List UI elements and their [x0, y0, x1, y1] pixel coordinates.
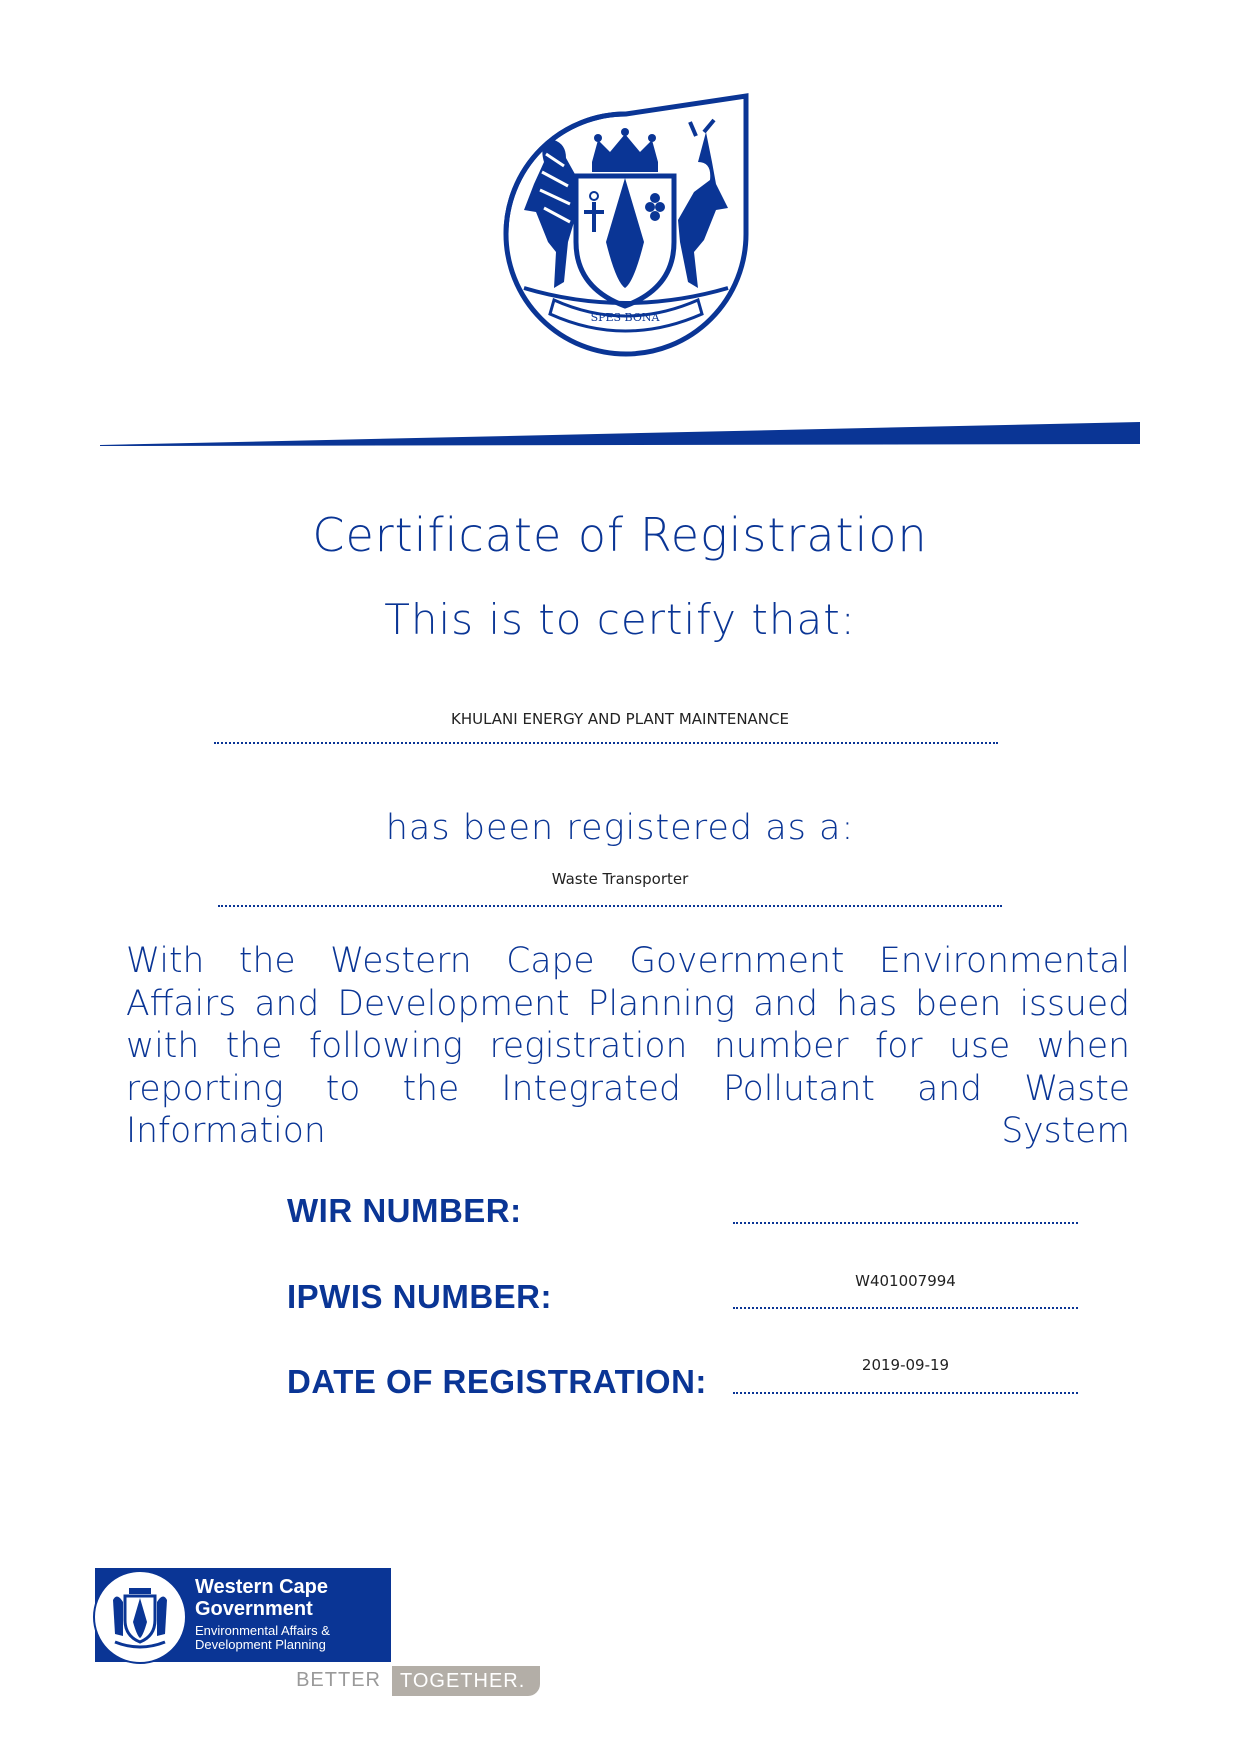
- header-divider-wedge: [100, 418, 1140, 448]
- western-cape-government-logo: [95, 1568, 545, 1694]
- ipwis-number-value: W401007994: [855, 1272, 956, 1290]
- certificate-title: Certificate of Registration: [312, 508, 928, 562]
- registration-type-dotted-line: [218, 905, 1002, 907]
- company-name-dotted-line: [214, 742, 998, 744]
- logo-government-name: Western Cape Government: [195, 1576, 329, 1620]
- logo-crest-icon: [93, 1570, 187, 1664]
- ipwis-number-dotted-line: [733, 1307, 1078, 1309]
- date-of-registration-label: DATE OF REGISTRATION:: [287, 1363, 707, 1400]
- certificate-statement: With the Western Cape Government Environmental Affairs and Development Planning and has been issued with the following registration number for use when reporting to the Integrated Pollutant and Waste Information System: [126, 941, 1130, 1151]
- coat-of-arms-seal: [484, 92, 768, 376]
- seal-motto: SPES BONA: [590, 311, 660, 324]
- registration-type-value: Waste Transporter: [551, 870, 689, 888]
- registered-as-label: has been registered as a:: [385, 808, 855, 848]
- date-of-registration-dotted-line: [733, 1392, 1078, 1394]
- logo-department-name: Environmental Affairs & Development Planning: [195, 1623, 330, 1652]
- date-of-registration-value: 2019-09-19: [861, 1356, 950, 1374]
- slogan-better: BETTER: [296, 1669, 381, 1691]
- slogan-together: TOGETHER.: [392, 1666, 540, 1696]
- wir-number-label: WIR NUMBER:: [287, 1192, 522, 1229]
- shield-icon: [576, 176, 674, 306]
- certify-intro: This is to certify that:: [384, 595, 856, 644]
- company-name-value: KHULANI ENERGY AND PLANT MAINTENANCE: [451, 710, 789, 728]
- wir-number-dotted-line: [733, 1222, 1078, 1224]
- ipwis-number-label: IPWIS NUMBER:: [287, 1278, 552, 1315]
